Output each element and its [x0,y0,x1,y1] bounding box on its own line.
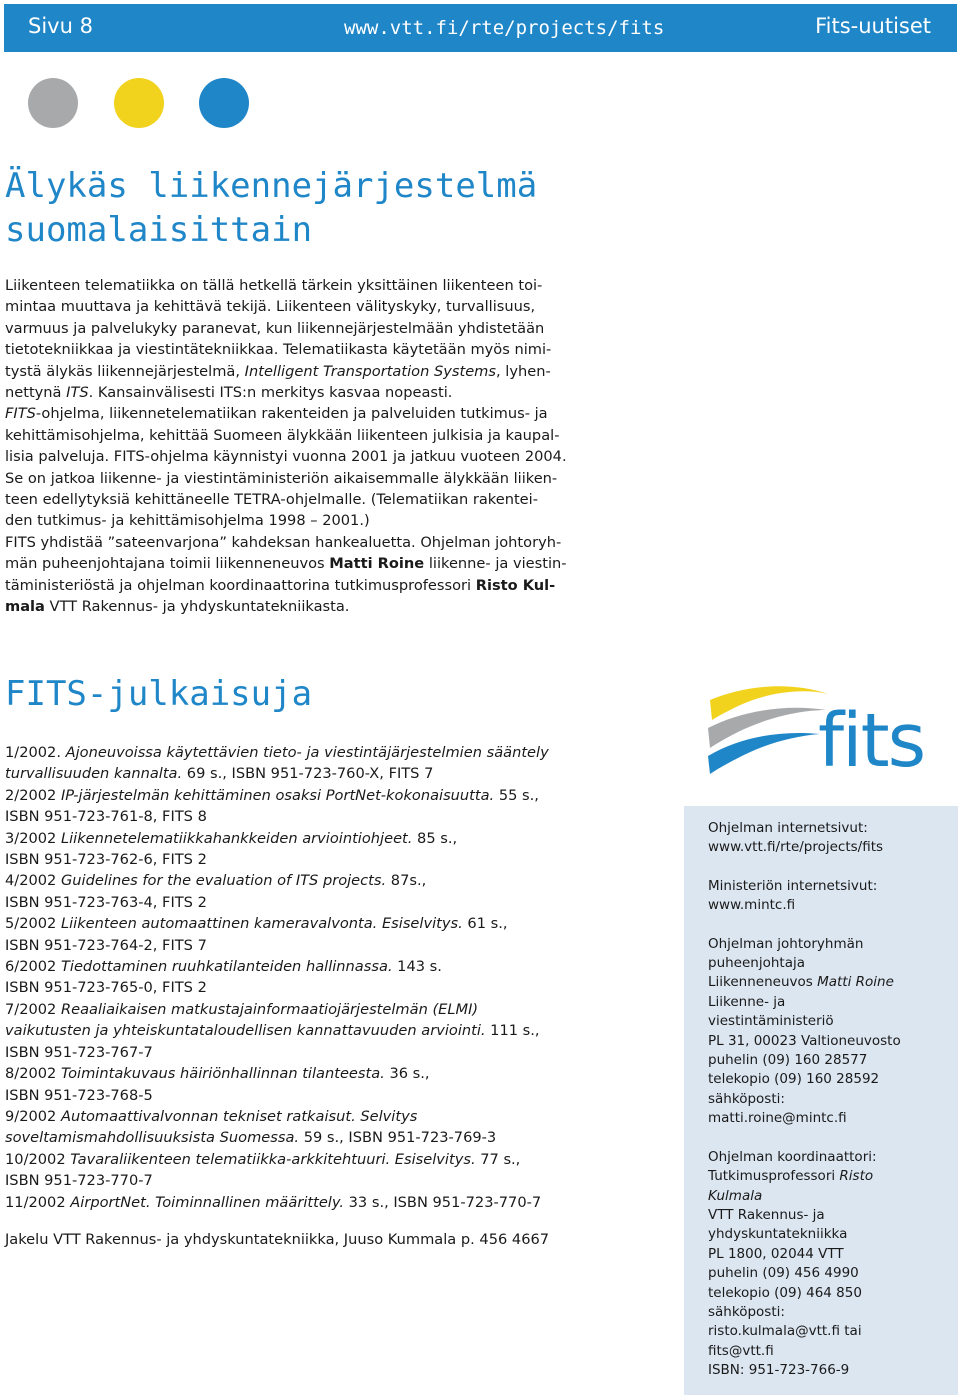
article-body [5,275,620,618]
text-run: Se on jatkoa liikenne- ja viestintäministeriön aikaisemmalle älykkään liiken- [5,469,558,487]
article-line [5,489,620,510]
contact-line [708,1090,948,1109]
text-run: 33 s., ISBN 951-723-770-7 [344,1193,542,1211]
text-run: Tavaraliikenteen telematiikka-arkkitehtuuri. Esiselvitys. [70,1150,476,1168]
text-run: Matti Roine [817,974,894,991]
publication-line [5,1106,645,1127]
contact-block [708,1148,948,1381]
publication-line [5,763,645,784]
contact-line [708,1361,948,1380]
publication-line [5,828,645,849]
text-run: Automaattivalvonnan tekniset ratkaisut. Selvitys [60,1107,418,1125]
article-line [5,318,620,339]
text-run: Guidelines for the evaluation of ITS projects. [60,872,387,890]
text-run: ISBN 951-723-768-5 [5,1086,153,1104]
text-run: Tutkimusprofessori [708,1168,840,1185]
text-run: ISBN 951-723-763-4, FITS 2 [5,893,207,911]
publication-line [5,1149,645,1170]
text-run: kehittämisohjelma, kehittää Suomeen älykkään liikenteen julkisia ja kaupal- [5,426,560,444]
contact-line [708,1070,948,1089]
page-number: Sivu 8 [28,14,93,38]
text-run: 143 s. [392,958,442,976]
text-run: FITS [5,405,36,423]
article-line [5,553,620,574]
text-run: 61 s., [462,915,508,933]
text-run: , lyhen- [496,362,551,380]
text-run: 55 s., [494,786,539,804]
text-run: ISBN 951-723-762-6, FITS 2 [5,851,207,869]
publication-line [5,935,645,956]
text-run: Reaaliaikaisen matkustajainformaatiojärjestelmän (ELMI) [60,1000,479,1018]
article-title [5,164,705,252]
text-run: turvallisuuden kannalta. [5,765,183,783]
contact-line [708,1148,948,1167]
text-run: täministeriöstä ja ohjelman koordinaattorina tutkimusprofessori [5,576,476,594]
contact-line [708,1303,948,1322]
text-run: ISBN 951-723-767-7 [5,1043,153,1061]
text-run: puhelin (09) 160 28577 [708,1052,868,1069]
text-run: 59 s., ISBN 951-723-769-3 [299,1129,497,1147]
contact-line [708,1206,948,1225]
text-run: ISBN 951-723-761-8, FITS 8 [5,808,207,826]
publication-line [5,806,645,827]
header-url[interactable]: www.vtt.fi/rte/projects/fits [344,17,665,39]
text-run: sähköposti: [708,1303,785,1320]
text-run: Kulmala [708,1187,763,1204]
text-run: -ohjelma, liikennetelematiikan rakenteiden ja palveluiden tutkimus- ja [35,405,548,423]
text-run: 87s., [386,872,427,890]
gray-dot-icon [28,78,78,128]
contact-line [708,1245,948,1264]
text-run: 8/2002 [5,1065,61,1083]
contact-line [708,1225,948,1244]
text-run: lisia palveluja. FITS-ohjelma käynnistyi vuonna 2001 ja jatkuu vuoteen 2004. [5,448,567,466]
text-run: VTT Rakennus- ja yhdyskuntatekniikasta. [44,598,350,616]
text-run: 77 s., [475,1150,521,1168]
text-run: PL 31, 00023 Valtioneuvosto [708,1032,901,1049]
text-run: VTT Rakennus- ja [708,1206,825,1223]
text-run: teen edellytyksiä kehittäneelle TETRA-ohjelmalle. (Telematiikan rakentei- [5,491,538,509]
text-run: 6/2002 [5,958,61,976]
text-run: liikenne- ja viestin- [424,555,567,573]
fits-logo-graphic [708,680,930,792]
text-run: mala [5,598,45,616]
text-run: ISBN 951-723-765-0, FITS 2 [5,979,207,997]
article-line [5,510,620,531]
contact-line [708,935,948,954]
text-run: ITS [66,384,89,402]
text-run: risto.kulmala@vtt.fi tai [708,1323,862,1340]
text-run: 111 s., [485,1022,540,1040]
contact-sidebar-content [708,819,948,1400]
contact-line [708,1051,948,1070]
contact-line [708,819,948,838]
text-run: Intelligent Transportation Systems [244,362,496,380]
publication-line [5,742,645,763]
article-line [5,575,620,596]
text-run: män puheenjohtajana toimii liikenneneuvos [5,555,330,573]
text-run: Ministeriön internetsivut: [708,877,878,894]
publication-line [5,1063,645,1084]
text-run: www.vtt.fi/rte/projects/fits [708,839,884,856]
contact-line [708,954,948,973]
text-run: www.mintc.fi [708,897,796,914]
text-run: matti.roine@mintc.fi [708,1110,847,1127]
text-run: FITS yhdistää ”sateenvarjona” kahdeksan hankealuetta. Ohjelman johtoryh- [5,533,562,551]
text-run: Liikenteen telematiikka on tällä hetkellä tärkein yksittäinen liikenteen toi- [5,277,543,294]
publications-list [5,742,645,1213]
publication-line [5,977,645,998]
contact-line [708,1322,948,1341]
contact-line [708,1187,948,1206]
text-run: 7/2002 [5,1000,61,1018]
publication-line [5,1170,645,1191]
text-run: 2/2002 [5,786,61,804]
text-run: Matti Roine [329,555,425,573]
fits-logo [708,680,930,792]
text-run: 10/2002 [5,1150,71,1168]
contact-line [708,877,948,896]
article-line [5,532,620,553]
text-run: IP-järjestelmän kehittäminen osaksi PortNet-kokonaisuutta. [60,786,495,804]
contact-sidebar [684,806,958,1395]
publication-line [5,1085,645,1106]
text-run: fits@vtt.fi [708,1342,774,1359]
text-run: . Kansainvälisesti ITS:n merkitys kasvaa nopeasti. [88,384,453,402]
text-run: mintaa muuttava ja kehittävä tekijä. Liikenteen välityskyky, turvallisuus, [5,298,536,316]
article-line [5,296,620,317]
page-header [4,4,957,52]
contact-block [708,819,948,858]
publication-line [5,913,645,934]
text-run: tystä älykäs liikennejärjestelmä, [5,362,245,380]
text-run: Risto [839,1168,874,1185]
article-line [5,446,620,467]
text-run: varmuus ja palvelukyky paranevat, kun liikennejärjestelmään yhdistetään [5,319,545,337]
text-run: tietotekniikkaa ja viestintätekniikkaa. Telematiikasta käytetään myös nimi- [5,341,552,359]
publication-line [5,1192,645,1213]
contact-line [708,1342,948,1361]
contact-line [708,838,948,857]
publication-line [5,870,645,891]
text-run: den tutkimus- ja kehittämisohjelma 1998 – 2001.) [5,512,370,530]
text-run: soveltamismahdollisuuksista Suomessa. [5,1129,300,1147]
contact-block [708,935,948,1129]
contact-line [708,1109,948,1128]
text-run: puheenjohtaja [708,955,806,972]
text-run: 5/2002 [5,915,61,933]
text-run: telekopio (09) 160 28592 [708,1071,880,1088]
text-run: nettynä [5,384,67,402]
text-run: ISBN 951-723-770-7 [5,1172,153,1190]
publication-line [5,892,645,913]
contact-line [708,1167,948,1186]
text-run: Ohjelman johtoryhmän [708,935,864,952]
publication-line [5,999,645,1020]
text-run: 1/2002. [5,744,66,761]
contact-line [708,1012,948,1031]
text-run: 69 s., ISBN 951-723-760-X, FITS 7 [182,765,434,783]
text-run: AirportNet. Toiminnallinen määrittely. [70,1193,344,1211]
text-run: Ohjelman internetsivut: [708,820,868,836]
contact-line [708,896,948,915]
article-title-line1: Älykäs liikennejärjestelmä [5,166,538,206]
article-title-line2: suomalaisittain [5,210,313,250]
text-run: telekopio (09) 464 850 [708,1284,862,1301]
contact-line [708,1032,948,1051]
text-run: 11/2002 [5,1193,71,1211]
svg-text:fits: fits [818,698,925,784]
publication-line [5,1127,645,1148]
publication-line [5,849,645,870]
text-run: Ohjelman koordinaattori: [708,1148,877,1165]
text-run: vaikutusten ja yhteiskuntataloudellisen kannattavuuden arviointi. [5,1022,486,1040]
article-line [5,403,620,424]
contact-line [708,1284,948,1303]
text-run: sähköposti: [708,1090,785,1107]
text-run: 36 s., [384,1065,430,1083]
text-run: ISBN 951-723-764-2, FITS 7 [5,936,207,954]
contact-line [708,1264,948,1283]
publications-title: FITS-julkaisuja [5,674,313,714]
article-line [5,339,620,360]
publication-line [5,1020,645,1041]
text-run: 3/2002 [5,829,61,847]
newsletter-title: Fits-uutiset [815,14,931,38]
publication-line [5,785,645,806]
publication-line [5,1042,645,1063]
text-run: viestintäministeriö [708,1013,834,1030]
text-run: Tiedottaminen ruuhkatilanteiden hallinnassa. [60,958,393,976]
contact-line [708,973,948,992]
text-run: yhdyskuntatekniikka [708,1226,848,1243]
contact-block [708,877,948,916]
article-line [5,275,620,296]
article-line [5,361,620,382]
text-run: puhelin (09) 456 4990 [708,1265,859,1282]
article-line [5,382,620,403]
text-run: Risto Kul- [475,576,556,594]
text-run: Liikenne- ja [708,993,786,1010]
text-run: ISBN: 951-723-766-9 [708,1362,850,1379]
text-run: Liikennetelematiikkahankkeiden arviointiohjeet. [60,829,413,847]
text-run: Liikenteen automaattinen kameravalvonta. Esiselvitys. [60,915,463,933]
text-run: 4/2002 [5,872,61,890]
text-run: Toimintakuvaus häiriönhallinnan tilanteesta. [60,1065,385,1083]
contact-line [708,993,948,1012]
text-run: Liikenneneuvos [708,974,818,991]
text-run: PL 1800, 02044 VTT [708,1245,844,1262]
distribution-note: Jakelu VTT Rakennus- ja yhdyskuntatekniikka, Juuso Kummala p. 456 4667 [5,1231,550,1248]
text-run: Ajoneuvoissa käytettävien tieto- ja viestintäjärjestelmien sääntely [65,744,549,761]
publication-line [5,956,645,977]
text-run: 85 s., [412,829,458,847]
article-line [5,425,620,446]
article-line [5,596,620,617]
blue-dot-icon [199,78,249,128]
text-run: 9/2002 [5,1107,61,1125]
yellow-dot-icon [114,78,164,128]
article-line [5,468,620,489]
